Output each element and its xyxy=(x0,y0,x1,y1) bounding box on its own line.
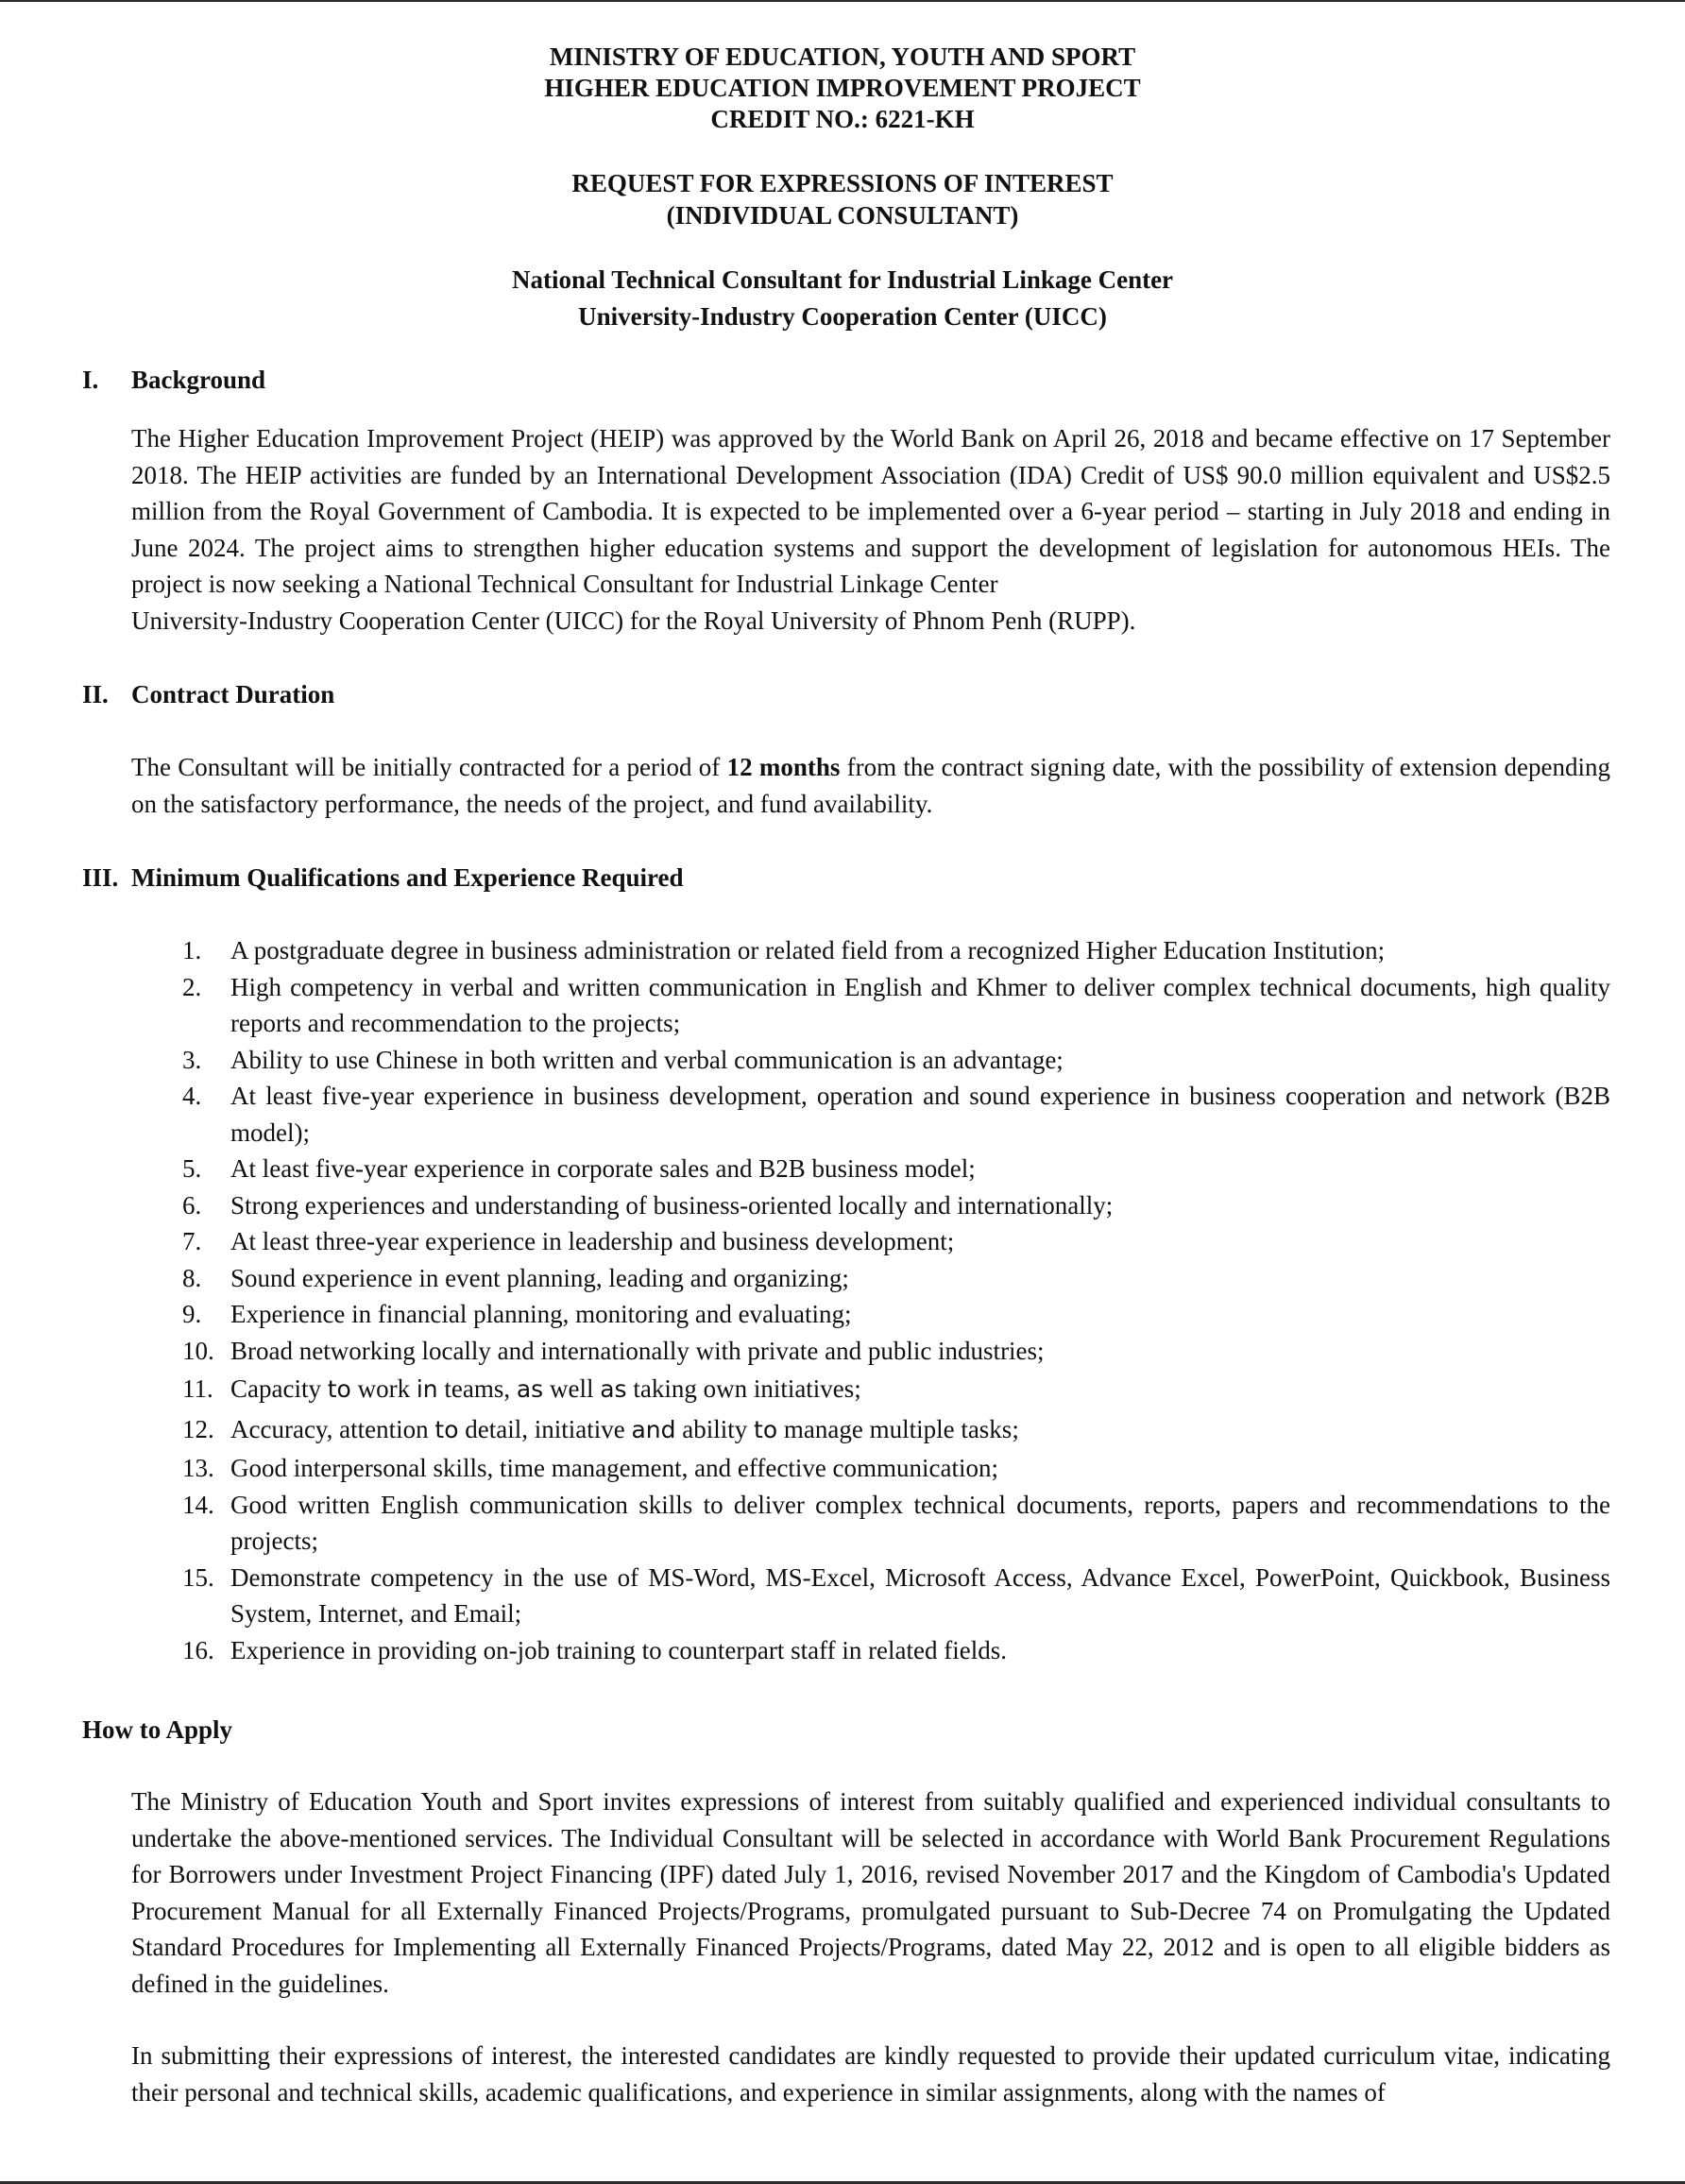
list-item xyxy=(182,1223,1610,1260)
background-body-end: University-Industry Cooperation Center (UICC) for the Royal University of Phnom Penh (RUPP). xyxy=(131,606,1136,635)
position-title-block xyxy=(0,262,1685,335)
item-number: 5. xyxy=(182,1154,202,1183)
section-number: II. xyxy=(82,680,109,708)
list-item xyxy=(182,1487,1610,1560)
item-text: Accuracy, attention xyxy=(230,1415,435,1443)
list-item xyxy=(182,1409,1610,1450)
list-item xyxy=(182,1151,1610,1187)
item-number: 14. xyxy=(182,1490,214,1519)
how-to-apply-paragraph-2: In submitting their expressions of interest, the interested candidates are kindly requested to provide their updated curriculum vitae, indicating their personal and technical skills, academic qualifications, and experience in similar assignments, along with the names of xyxy=(131,2041,1610,2107)
list-item xyxy=(182,1042,1610,1079)
item-number: 3. xyxy=(182,1045,202,1074)
item-text: Experience in financial planning, monitoring and evaluating; xyxy=(230,1300,852,1328)
item-text: Capacity xyxy=(230,1374,328,1403)
item-text: A postgraduate degree in business administration or related field from a recognized Higher Education Institution; xyxy=(230,936,1386,964)
item-text: work xyxy=(350,1374,417,1403)
qualifications-list xyxy=(182,932,1610,1668)
item-number: 1. xyxy=(182,936,202,964)
item-text: teams, xyxy=(437,1374,517,1403)
item-number: 10. xyxy=(182,1336,214,1365)
item-number: 9. xyxy=(182,1300,202,1328)
contract-text-end: from the contract signing date, with the possibility of extension depending on the satisfactory performance, the needs of the project, and fund availability. xyxy=(131,753,1610,818)
item-text: and xyxy=(631,1416,676,1443)
credit-number: CREDIT NO.: 6221-KH xyxy=(710,105,975,133)
item-number: 12. xyxy=(182,1415,214,1443)
item-text: At least three-year experience in leadership and business development; xyxy=(230,1227,955,1255)
item-number: 15. xyxy=(182,1562,214,1592)
request-subtitle: (INDIVIDUAL CONSULTANT) xyxy=(666,201,1019,230)
how-to-apply-paragraph-1: The Ministry of Education Youth and Sport invites expressions of interest from suitably qualified and experienced individual consultants to undertake the above-mentioned services. The Individual Consultant will be selected in accordance with World Bank Procurement Regulations for Borrowers under Investment Project Financing (IPF) dated July 1, 2016, revised November 2017 and the Kingdom of Cambodia's Updated Procurement Manual for all Externally Financed Projects/Programs, promulgated pursuant to Sub-Decree 74 on Promulgating the Updated Standard Procedures for Implementing all Externally Financed Projects/Programs, dated May 22, 2012 and is open to all eligible bidders as defined in the guidelines. xyxy=(131,1787,1610,1998)
background-body: The Higher Education Improvement Project (HEIP) was approved by the World Bank on April 26, 2018 and became effective on 17 September 2018. The HEIP activities are funded by an International Development Association (IDA) Credit of US$ 90.0 million equivalent and US$2.5 million from the Royal Government of Cambodia. It is expected to be implemented over a 6-year period – starting in July 2018 and ending in June 2024. The project aims to strengthen higher education systems and support the development of legislation for autonomous HEIs. The project is now seeking a National Technical Consultant for Industrial Linkage Center xyxy=(131,424,1610,598)
background-paragraph xyxy=(131,420,1610,639)
request-title: REQUEST FOR EXPRESSIONS OF INTEREST xyxy=(571,169,1114,197)
item-number: 2. xyxy=(182,972,202,1001)
item-text: in xyxy=(416,1375,438,1403)
item-text: Good interpersonal skills, time management, and effective communication; xyxy=(230,1454,999,1482)
section-heading-how-to-apply xyxy=(82,1712,232,1749)
contract-duration-value: 12 months xyxy=(726,753,841,781)
list-item xyxy=(182,1632,1610,1669)
list-item xyxy=(182,1333,1610,1370)
list-item xyxy=(182,1078,1610,1151)
item-text: High competency in verbal and written communication in English and Khmer to deliver complex technical documents, high quality reports and recommendation to the projects; xyxy=(230,972,1610,1037)
item-number: 7. xyxy=(182,1227,202,1255)
list-item xyxy=(182,1260,1610,1297)
section-number: I. xyxy=(82,366,99,394)
item-text: manage multiple tasks; xyxy=(777,1415,1019,1443)
list-item xyxy=(182,969,1610,1042)
item-text: Experience in providing on-job training to counterpart staff in related fields. xyxy=(230,1635,1007,1664)
list-item xyxy=(182,1450,1610,1487)
item-text: Good written English communication skills to deliver complex technical documents, reports, papers and recommendations to the projects; xyxy=(230,1490,1610,1555)
list-item xyxy=(182,932,1610,969)
item-text: At least five-year experience in corporate sales and B2B business model; xyxy=(230,1154,976,1183)
section-number: III. xyxy=(82,863,119,892)
section-title: Minimum Qualifications and Experience Required xyxy=(131,863,684,892)
list-item xyxy=(182,1369,1610,1409)
item-text: Ability to use Chinese in both written and verbal communication is an advantage; xyxy=(230,1045,1064,1074)
contract-text-start: The Consultant will be initially contracted for a period of xyxy=(131,753,727,781)
list-item xyxy=(182,1560,1610,1632)
section-title: How to Apply xyxy=(82,1715,233,1744)
ministry-name: MINISTRY OF EDUCATION, YOUTH AND SPORT xyxy=(549,43,1136,71)
item-text: to xyxy=(754,1416,778,1443)
position-title: National Technical Consultant for Industrial Linkage Center xyxy=(511,265,1174,294)
item-text: At least five-year experience in business development, operation and sound experience in business cooperation and network (B2B model); xyxy=(230,1082,1610,1147)
item-text: ability xyxy=(675,1415,755,1443)
item-number: 4. xyxy=(182,1082,202,1110)
contract-paragraph xyxy=(131,749,1610,822)
item-number: 6. xyxy=(182,1190,202,1220)
item-text: Strong experiences and understanding of business-oriented locally and internationally; xyxy=(230,1190,1114,1220)
section-title: Contract Duration xyxy=(131,680,335,708)
item-number: 8. xyxy=(182,1263,202,1292)
request-title-block xyxy=(0,167,1685,231)
item-text: Broad networking locally and internationally with private and public industries; xyxy=(230,1336,1045,1365)
item-text: Demonstrate competency in the use of MS-Word, MS-Excel, Microsoft Access, Advance Excel, PowerPoint, Quickbook, Business System, Internet, and Email; xyxy=(230,1562,1610,1628)
item-number: 16. xyxy=(182,1635,214,1664)
page-top-border xyxy=(0,0,1685,2)
section-title: Background xyxy=(131,366,266,394)
list-item xyxy=(182,1187,1610,1224)
item-text: Sound experience in event planning, leading and organizing; xyxy=(230,1263,849,1292)
list-item xyxy=(182,1296,1610,1333)
item-text: as xyxy=(516,1375,544,1403)
project-name: HIGHER EDUCATION IMPROVEMENT PROJECT xyxy=(544,74,1141,102)
item-number: 11. xyxy=(182,1374,213,1403)
position-unit: University-Industry Cooperation Center (UICC) xyxy=(578,302,1107,331)
item-text: taking own initiatives; xyxy=(626,1374,861,1403)
item-text: to xyxy=(434,1416,459,1443)
item-text: as xyxy=(600,1375,627,1403)
item-text: detail, initiative xyxy=(458,1415,632,1443)
item-number: 13. xyxy=(182,1454,214,1482)
item-text: to xyxy=(327,1375,351,1403)
item-text: well xyxy=(543,1374,601,1403)
document-header xyxy=(0,42,1685,135)
